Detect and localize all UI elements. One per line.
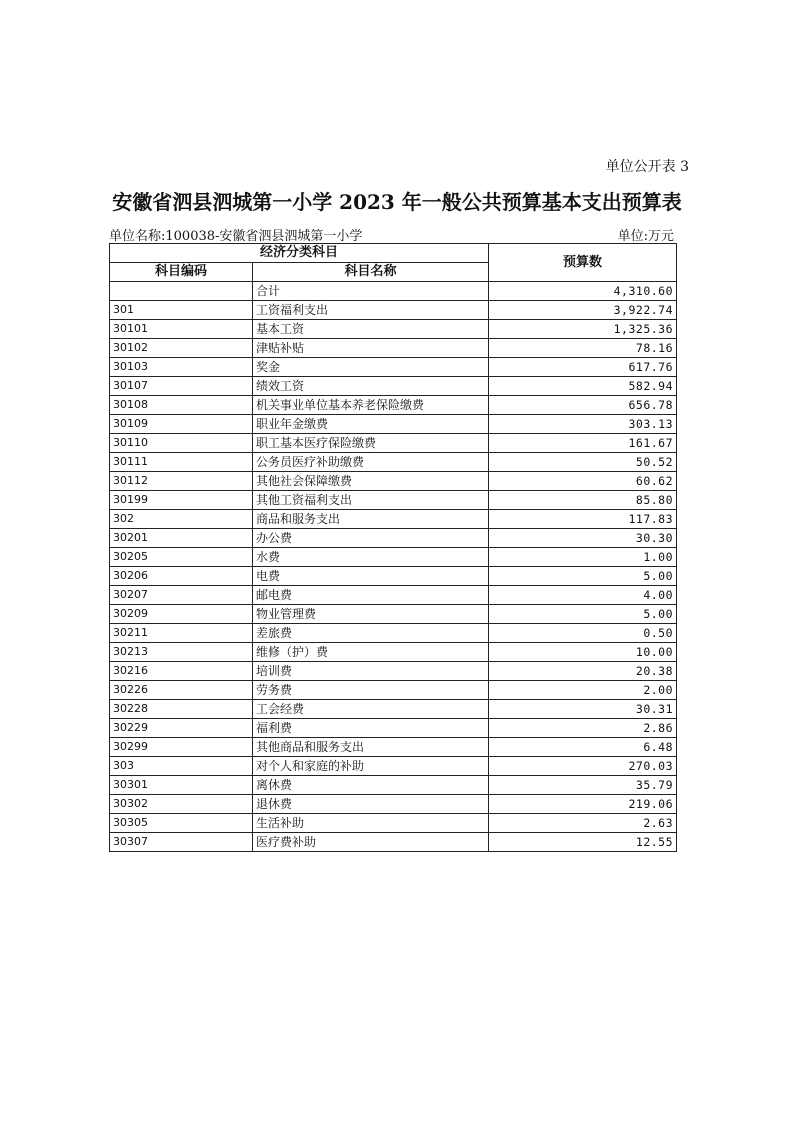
table-body: [110, 282, 677, 852]
subject-name-cell: 退休费: [253, 795, 489, 814]
subject-code-cell: 30205: [110, 548, 253, 567]
table-row: [110, 301, 677, 320]
subject-name-cell: 职工基本医疗保险缴费: [253, 434, 489, 453]
budget-amount-cell: 85.80: [489, 491, 677, 510]
table-row: [110, 757, 677, 776]
subject-code-cell: 30102: [110, 339, 253, 358]
subject-name-header: 科目名称: [253, 263, 489, 282]
subject-name-cell: 商品和服务支出: [253, 510, 489, 529]
budget-amount-cell: 2.86: [489, 719, 677, 738]
subject-name-cell: 差旅费: [253, 624, 489, 643]
subject-code-cell: 302: [110, 510, 253, 529]
budget-amount-cell: 12.55: [489, 833, 677, 852]
subject-code-cell: 303: [110, 757, 253, 776]
economic-classification-header: 经济分类科目: [110, 244, 489, 263]
budget-amount-cell: 303.13: [489, 415, 677, 434]
budget-amount-cell: 5.00: [489, 567, 677, 586]
table-row: [110, 605, 677, 624]
table-row: [110, 738, 677, 757]
subject-name-cell: 电费: [253, 567, 489, 586]
budget-amount-cell: 2.00: [489, 681, 677, 700]
table-row: [110, 833, 677, 852]
subject-code-cell: 30108: [110, 396, 253, 415]
subject-name-cell: 对个人和家庭的补助: [253, 757, 489, 776]
budget-amount-cell: 0.50: [489, 624, 677, 643]
table-row: [110, 491, 677, 510]
subject-name-cell: 职业年金缴费: [253, 415, 489, 434]
budget-amount-cell: 30.31: [489, 700, 677, 719]
table-row: [110, 643, 677, 662]
budget-amount-cell: 161.67: [489, 434, 677, 453]
subject-name-cell: 生活补助: [253, 814, 489, 833]
table-row: [110, 719, 677, 738]
budget-amount-cell: 270.03: [489, 757, 677, 776]
budget-amount-cell: 50.52: [489, 453, 677, 472]
subject-name-cell: 奖金: [253, 358, 489, 377]
unit-measure: 单位:万元: [617, 229, 674, 244]
subject-name-cell: 福利费: [253, 719, 489, 738]
subject-code-cell: 30201: [110, 529, 253, 548]
table-row: [110, 377, 677, 396]
subject-code-cell: 30107: [110, 377, 253, 396]
subject-code-cell: 30211: [110, 624, 253, 643]
table-row: [110, 681, 677, 700]
subject-code-cell: 30226: [110, 681, 253, 700]
subject-code-cell: 30209: [110, 605, 253, 624]
subject-code-header: 科目编码: [110, 263, 253, 282]
subject-code-cell: 30199: [110, 491, 253, 510]
subject-code-cell: 30206: [110, 567, 253, 586]
table-row: [110, 776, 677, 795]
table-row: [110, 529, 677, 548]
subject-name-cell: 绩效工资: [253, 377, 489, 396]
subject-name-cell: 津贴补贴: [253, 339, 489, 358]
budget-amount-cell: 117.83: [489, 510, 677, 529]
budget-amount-cell: 20.38: [489, 662, 677, 681]
budget-amount-cell: 5.00: [489, 605, 677, 624]
budget-amount-cell: 1.00: [489, 548, 677, 567]
table-row: [110, 510, 677, 529]
table-header: [110, 244, 677, 282]
table-row: [110, 282, 677, 301]
form-number: 单位公开表 3: [605, 159, 689, 175]
subject-name-cell: 培训费: [253, 662, 489, 681]
table-row: [110, 795, 677, 814]
subject-name-cell: 办公费: [253, 529, 489, 548]
subject-code-cell: 30229: [110, 719, 253, 738]
subject-code-cell: 30103: [110, 358, 253, 377]
subject-name-cell: 其他工资福利支出: [253, 491, 489, 510]
subject-name-cell: 合计: [253, 282, 489, 301]
table-row: [110, 358, 677, 377]
budget-amount-header: 预算数: [489, 244, 677, 282]
table-row: [110, 434, 677, 453]
subject-code-cell: 30216: [110, 662, 253, 681]
subject-code-cell: 301: [110, 301, 253, 320]
subject-code-cell: 30301: [110, 776, 253, 795]
subject-code-cell: 30213: [110, 643, 253, 662]
table-row: [110, 320, 677, 339]
subject-code-cell: 30302: [110, 795, 253, 814]
table-row: [110, 339, 677, 358]
subject-name-cell: 水费: [253, 548, 489, 567]
subject-code-cell: 30110: [110, 434, 253, 453]
budget-amount-cell: 60.62: [489, 472, 677, 491]
subject-code-cell: 30307: [110, 833, 253, 852]
subject-code-cell: 30299: [110, 738, 253, 757]
table-row: [110, 472, 677, 491]
table-row: [110, 396, 677, 415]
page-title: 安徽省泗县泗城第一小学 2023 年一般公共预算基本支出预算表: [112, 190, 682, 214]
subject-name-cell: 工会经费: [253, 700, 489, 719]
table-row: [110, 567, 677, 586]
budget-amount-cell: 617.76: [489, 358, 677, 377]
table-row: [110, 415, 677, 434]
budget-amount-cell: 3,922.74: [489, 301, 677, 320]
budget-amount-cell: 35.79: [489, 776, 677, 795]
subject-code-cell: 30228: [110, 700, 253, 719]
subject-code-cell: 30101: [110, 320, 253, 339]
table-row: [110, 453, 677, 472]
subject-code-cell: 30305: [110, 814, 253, 833]
budget-amount-cell: 4,310.60: [489, 282, 677, 301]
budget-amount-cell: 4.00: [489, 586, 677, 605]
budget-amount-cell: 10.00: [489, 643, 677, 662]
subject-name-cell: 物业管理费: [253, 605, 489, 624]
subject-code-cell: 30207: [110, 586, 253, 605]
budget-amount-cell: 2.63: [489, 814, 677, 833]
table-row: [110, 548, 677, 567]
subject-name-cell: 工资福利支出: [253, 301, 489, 320]
subject-name-cell: 基本工资: [253, 320, 489, 339]
table-row: [110, 662, 677, 681]
subject-name-cell: 机关事业单位基本养老保险缴费: [253, 396, 489, 415]
subject-code-cell: 30112: [110, 472, 253, 491]
subject-name-cell: 公务员医疗补助缴费: [253, 453, 489, 472]
subject-name-cell: 医疗费补助: [253, 833, 489, 852]
subject-name-cell: 维修（护）费: [253, 643, 489, 662]
budget-amount-cell: 78.16: [489, 339, 677, 358]
budget-amount-cell: 656.78: [489, 396, 677, 415]
table-row: [110, 700, 677, 719]
subject-code-cell: [110, 282, 253, 301]
subject-name-cell: 其他社会保障缴费: [253, 472, 489, 491]
subject-name-cell: 劳务费: [253, 681, 489, 700]
subject-code-cell: 30111: [110, 453, 253, 472]
table-row: [110, 814, 677, 833]
budget-amount-cell: 30.30: [489, 529, 677, 548]
budget-amount-cell: 582.94: [489, 377, 677, 396]
subject-code-cell: 30109: [110, 415, 253, 434]
subject-name-cell: 其他商品和服务支出: [253, 738, 489, 757]
budget-amount-cell: 6.48: [489, 738, 677, 757]
subject-name-cell: 邮电费: [253, 586, 489, 605]
budget-amount-cell: 219.06: [489, 795, 677, 814]
subject-name-cell: 离休费: [253, 776, 489, 795]
table-row: [110, 624, 677, 643]
budget-amount-cell: 1,325.36: [489, 320, 677, 339]
table-row: [110, 586, 677, 605]
unit-name: 单位名称:100038-安徽省泗县泗城第一小学: [109, 229, 363, 244]
budget-table: [109, 243, 677, 852]
